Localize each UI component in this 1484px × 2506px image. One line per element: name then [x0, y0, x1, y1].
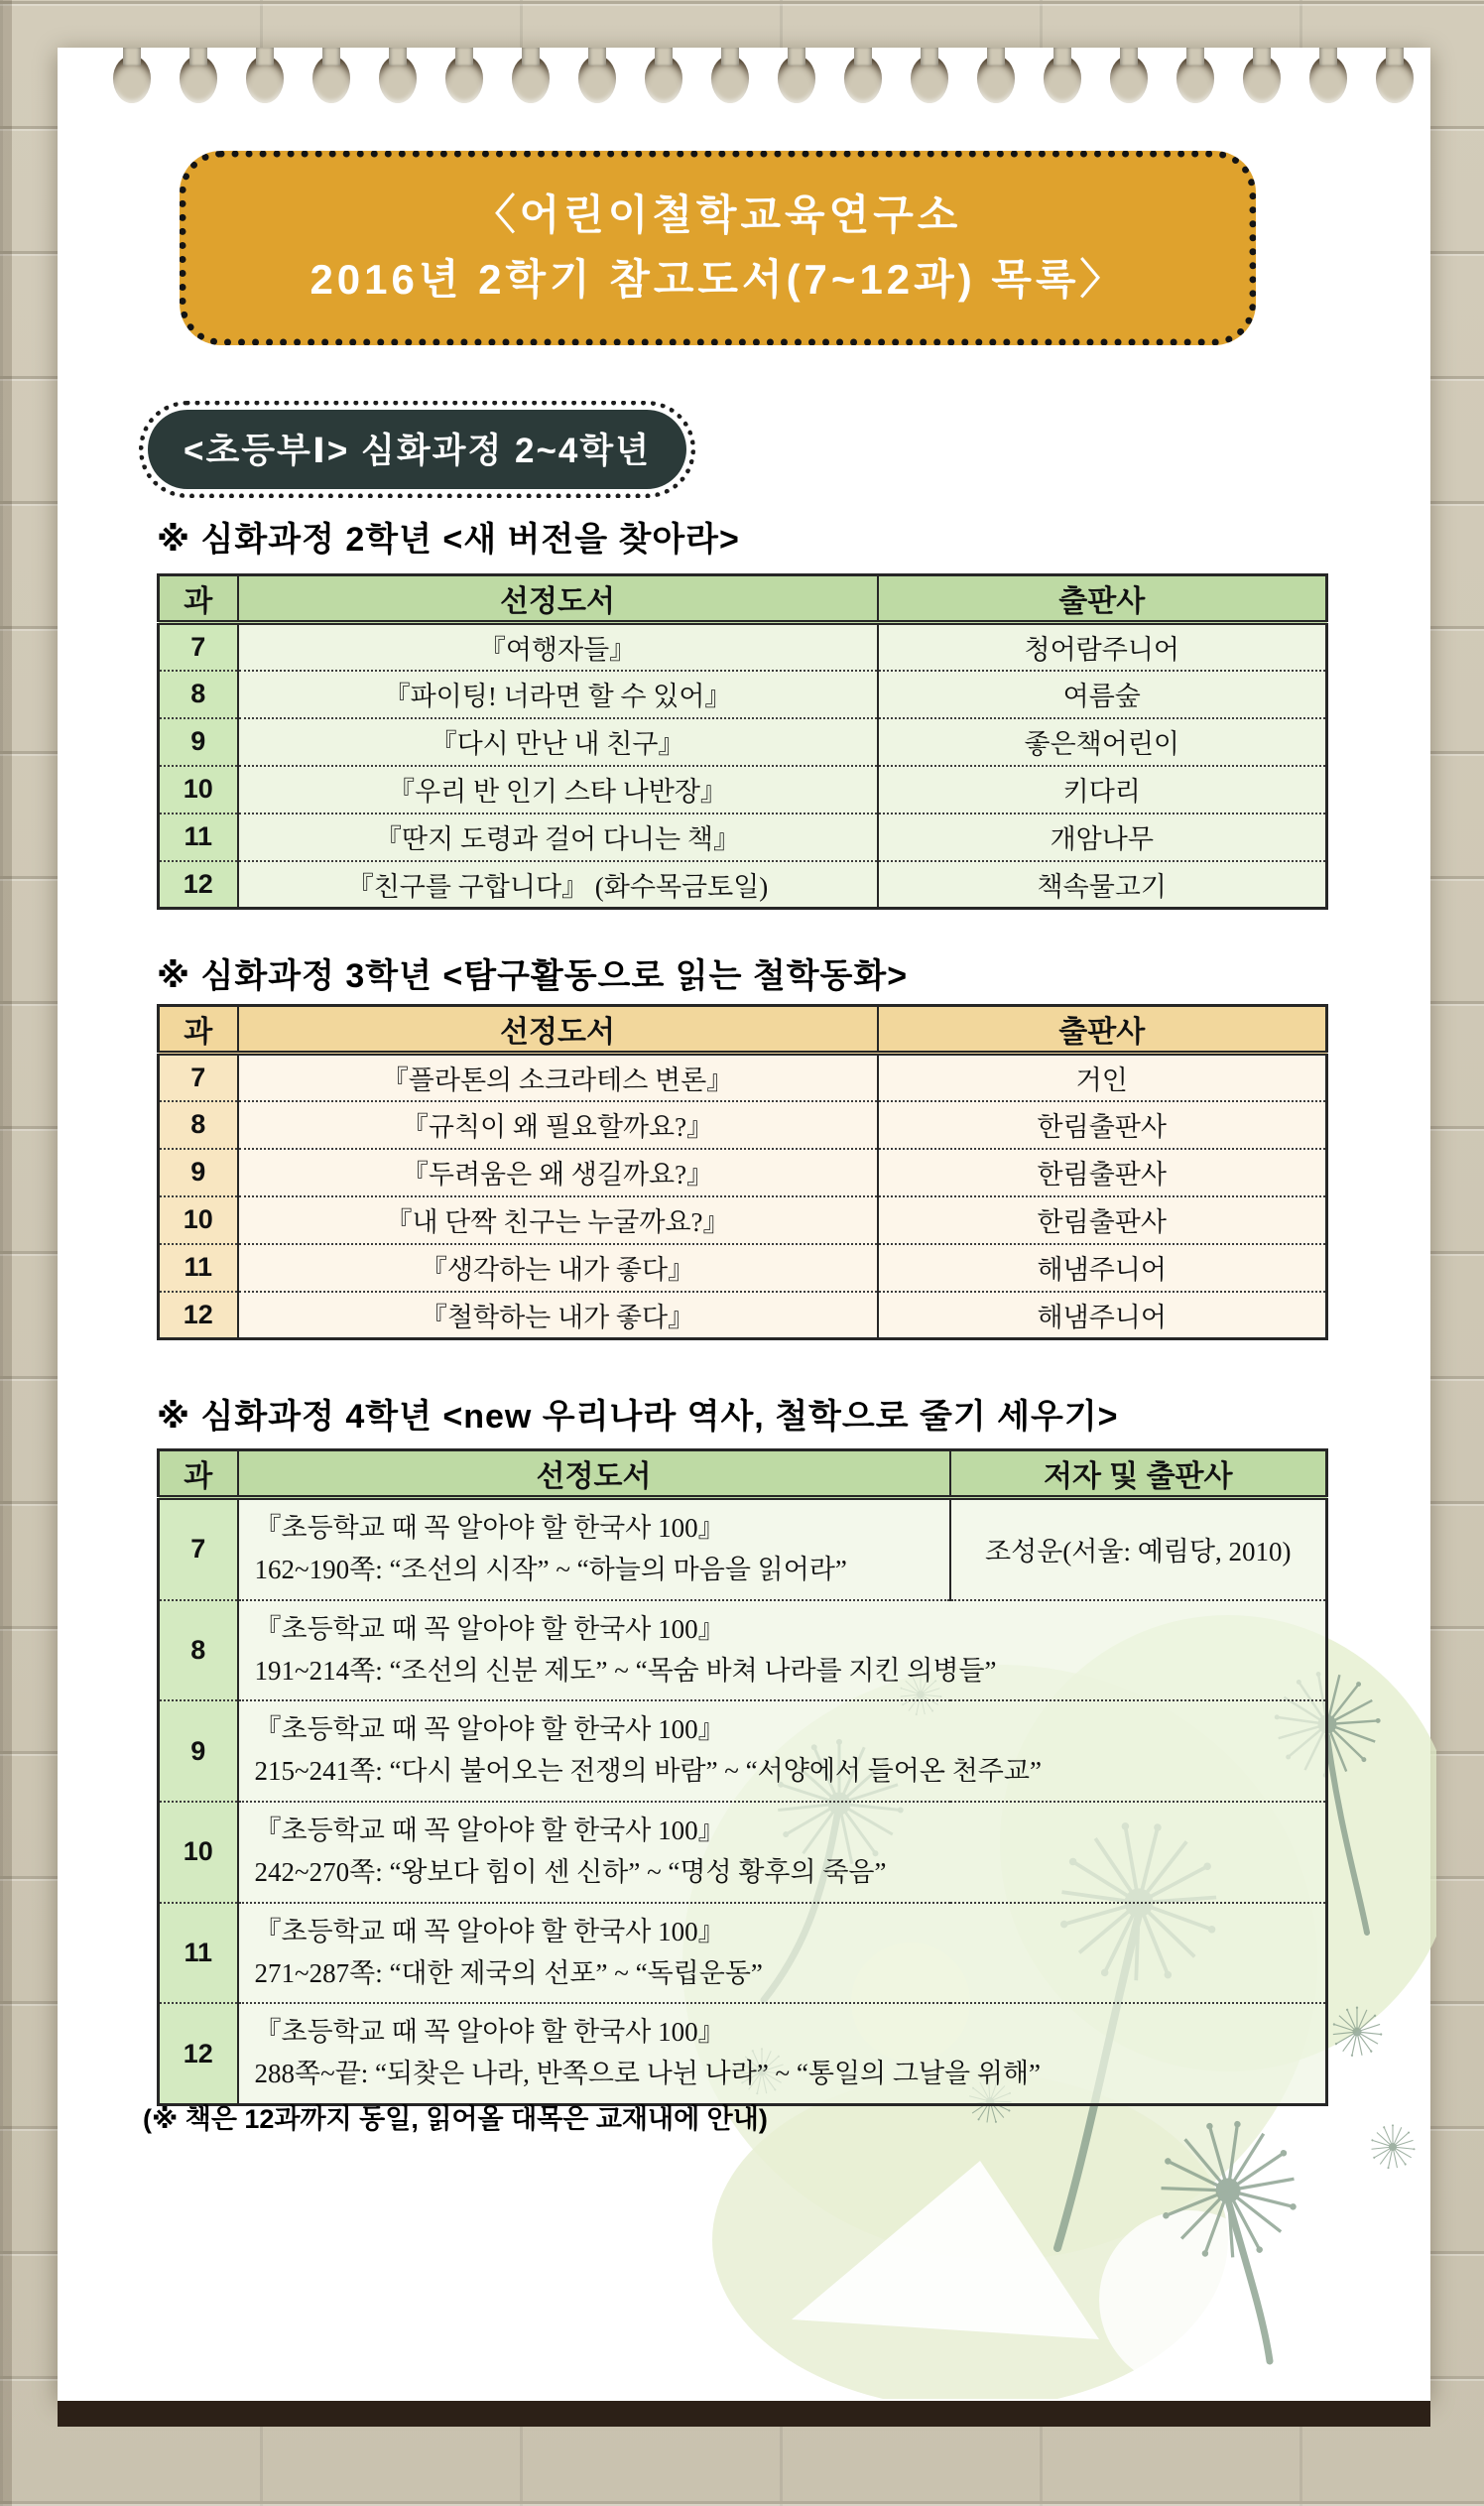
page-title-line1: 〈어린이철학교육연구소: [473, 191, 962, 239]
table-row: [159, 1244, 1327, 1292]
book-title: 『친구를 구합니다』 (화수목금토일): [238, 861, 878, 909]
lesson-number: 7: [159, 1498, 238, 1600]
publisher: 좋은책어린이: [878, 718, 1327, 766]
publisher: 여름숲: [878, 671, 1327, 718]
book-title: 『파이팅! 너라면 할 수 있어』: [238, 671, 878, 718]
binding-hole: [1176, 56, 1214, 103]
book-title: 『딴지 도령과 걸어 다니는 책』: [238, 814, 878, 861]
page-range-line: 191~214쪽: “조선의 신분 제도” ~ “목숨 바쳐 나라를 지킨 의병들”: [254, 1655, 997, 1686]
table-row: [159, 861, 1327, 909]
notepad-page: [58, 48, 1430, 2401]
table-row: [159, 1700, 1327, 1802]
book-table-grade2: [157, 573, 1325, 910]
binding-hole: [1110, 56, 1148, 103]
book-title: 『여행자들』: [238, 623, 878, 671]
book-title-line: 『초등학교 때 꼭 알아야 할 한국사 100』: [254, 1916, 725, 1946]
binding-hole: [379, 56, 417, 103]
column-header: 선정도서: [238, 575, 878, 623]
table-row: [159, 671, 1327, 718]
lesson-number: 7: [159, 623, 238, 671]
table-header-row: [159, 1450, 1327, 1498]
spiral-binding: [58, 48, 1430, 117]
publisher: 청어람주니어: [878, 623, 1327, 671]
table-row: [159, 1196, 1327, 1244]
binding-hole: [711, 56, 749, 103]
table-row: [159, 1600, 1327, 1701]
binding-hole: [911, 56, 948, 103]
book-title: 『플라톤의 소크라테스 변론』: [238, 1054, 878, 1101]
table-row: [159, 1054, 1327, 1101]
book-title-line: 『초등학교 때 꼭 알아야 할 한국사 100』: [254, 1714, 725, 1745]
section-heading-grade2: ※ 심화과정 2학년 <새 버전을 찾아라>: [157, 521, 740, 559]
book-title: 『철학하는 내가 좋다』: [238, 1292, 878, 1339]
binding-hole: [113, 56, 151, 103]
table-row: [159, 766, 1327, 814]
column-header: 과: [159, 575, 238, 623]
lesson-number: 12: [159, 1292, 238, 1339]
book-title: 『우리 반 인기 스타 나반장』: [238, 766, 878, 814]
page-range-line: 271~287쪽: “대한 제국의 선포” ~ “독립운동”: [254, 1957, 763, 1988]
publisher: 한림출판사: [878, 1149, 1327, 1196]
lesson-number: 10: [159, 1802, 238, 1903]
book-table-grade3: [157, 1004, 1325, 1340]
page-bottom-edge: [58, 2401, 1430, 2427]
binding-hole: [246, 56, 284, 103]
book-title: [238, 1802, 1327, 1903]
table-header-row: [159, 1006, 1327, 1054]
book-title-line: 『초등학교 때 꼭 알아야 할 한국사 100』: [254, 1816, 725, 1846]
lesson-number: 12: [159, 2003, 238, 2104]
book-title-line: 『초등학교 때 꼭 알아야 할 한국사 100』: [254, 1613, 725, 1644]
page-range-line: 162~190쪽: “조선의 시작” ~ “하늘의 마음을 읽어라”: [254, 1554, 847, 1584]
binding-hole: [180, 56, 217, 103]
book-title: [238, 1600, 1327, 1701]
table-row: [159, 814, 1327, 861]
table-row: [159, 2003, 1327, 2104]
table-row: [159, 1149, 1327, 1196]
binding-hole: [1243, 56, 1281, 103]
book-title: [238, 1700, 1327, 1802]
binding-hole: [512, 56, 550, 103]
table-header-row: [159, 575, 1327, 623]
column-header: 과: [159, 1450, 238, 1498]
column-header: 과: [159, 1006, 238, 1054]
binding-hole: [445, 56, 483, 103]
table-row: [159, 1802, 1327, 1903]
binding-hole: [844, 56, 882, 103]
binding-hole: [1044, 56, 1081, 103]
section-heading-grade4: ※ 심화과정 4학년 <new 우리나라 역사, 철학으로 줄기 세우기>: [157, 1398, 1119, 1436]
lesson-number: 9: [159, 718, 238, 766]
binding-hole: [1376, 56, 1414, 103]
lesson-number: 11: [159, 814, 238, 861]
book-title: 『두려움은 왜 생길까요?』: [238, 1149, 878, 1196]
book-title: 『규칙이 왜 필요할까요?』: [238, 1101, 878, 1149]
book-title: 『내 단짝 친구는 누굴까요?』: [238, 1196, 878, 1244]
lesson-number: 10: [159, 766, 238, 814]
table-row: [159, 623, 1327, 671]
lesson-number: 11: [159, 1244, 238, 1292]
book-title: 『생각하는 내가 좋다』: [238, 1244, 878, 1292]
lesson-number: 12: [159, 861, 238, 909]
table-row: [159, 1101, 1327, 1149]
table-row: [159, 1498, 1327, 1600]
binding-hole: [778, 56, 815, 103]
publisher: 거인: [878, 1054, 1327, 1101]
publisher: 해냄주니어: [878, 1244, 1327, 1292]
lesson-number: 10: [159, 1196, 238, 1244]
footnote: (※ 책은 12과까지 동일, 읽어올 대목은 교재내에 안내): [143, 2104, 768, 2134]
column-header: 선정도서: [238, 1006, 878, 1054]
book-title-line: 『초등학교 때 꼭 알아야 할 한국사 100』: [254, 1513, 725, 1543]
title-box: [180, 151, 1256, 345]
book-table-grade4: [157, 1448, 1325, 2106]
lesson-number: 8: [159, 671, 238, 718]
binding-hole: [645, 56, 682, 103]
publisher: 한림출판사: [878, 1101, 1327, 1149]
binding-hole: [1309, 56, 1347, 103]
table-row: [159, 718, 1327, 766]
lesson-number: 7: [159, 1054, 238, 1101]
book-title-line: 『초등학교 때 꼭 알아야 할 한국사 100』: [254, 2017, 725, 2048]
lesson-number: 8: [159, 1101, 238, 1149]
lesson-number: 9: [159, 1149, 238, 1196]
page-range-line: 242~270쪽: “왕보다 힘이 센 신하” ~ “명성 황후의 죽음”: [254, 1856, 887, 1887]
publisher: 개암나무: [878, 814, 1327, 861]
publisher: 책속물고기: [878, 861, 1327, 909]
book-title: 『다시 만난 내 친구』: [238, 718, 878, 766]
level-badge-label: <초등부Ⅰ> 심화과정 2~4학년: [148, 410, 686, 489]
lesson-number: 8: [159, 1600, 238, 1701]
book-title: [238, 2003, 1327, 2104]
page-range-line: 215~241쪽: “다시 불어오는 전쟁의 바람” ~ “서양에서 들어온 천주교”: [254, 1756, 1042, 1787]
level-badge: [139, 401, 695, 498]
column-header: 저자 및 출판사: [950, 1450, 1327, 1498]
column-header: 출판사: [878, 1006, 1327, 1054]
table-row: [159, 1903, 1327, 2004]
section-heading-grade3: ※ 심화과정 3학년 <탐구활동으로 읽는 철학동화>: [157, 957, 909, 995]
column-header: 출판사: [878, 575, 1327, 623]
binding-hole: [578, 56, 616, 103]
lesson-number: 9: [159, 1700, 238, 1802]
publisher: 한림출판사: [878, 1196, 1327, 1244]
table-row: [159, 1292, 1327, 1339]
book-title: [238, 1903, 1327, 2004]
page-title-line2: 2016년 2학기 참고도서(7~12과) 목록〉: [309, 256, 1126, 303]
lesson-number: 11: [159, 1903, 238, 2004]
column-header: 선정도서: [238, 1450, 950, 1498]
page-range-line: 288쪽~끝: “되찾은 나라, 반쪽으로 나뉜 나라” ~ “통일의 그날을 위해”: [254, 2059, 1042, 2089]
binding-hole: [977, 56, 1015, 103]
publisher: 키다리: [878, 766, 1327, 814]
publisher: 해냄주니어: [878, 1292, 1327, 1339]
book-title: [238, 1498, 950, 1600]
author-publisher: 조성운(서울: 예림당, 2010): [950, 1498, 1327, 1600]
binding-hole: [312, 56, 350, 103]
